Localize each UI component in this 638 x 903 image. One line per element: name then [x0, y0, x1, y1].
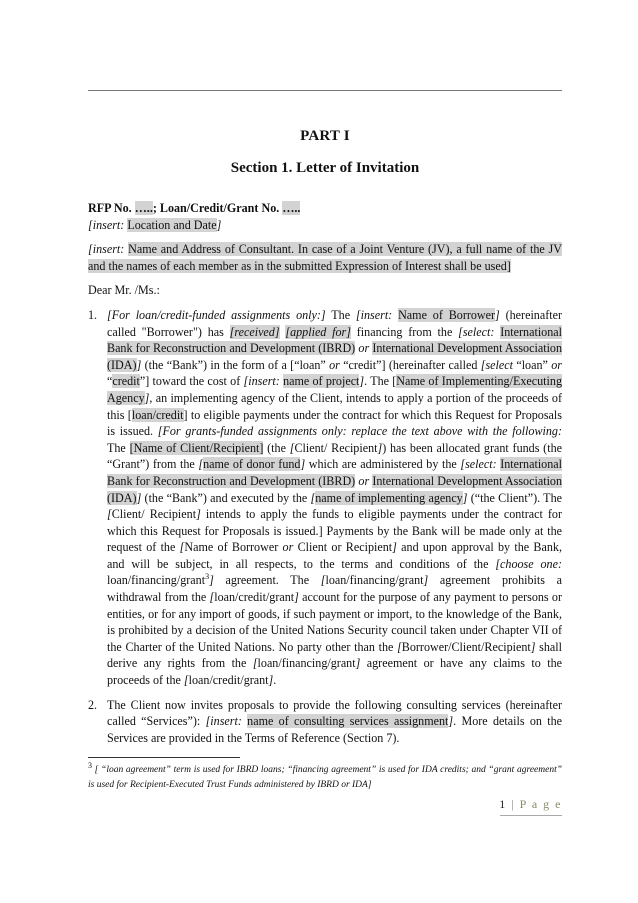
text-run: ] [196, 507, 201, 522]
text-run: ] [209, 573, 214, 588]
text-run: ] [136, 357, 142, 372]
footer-rule [500, 815, 562, 816]
text-run: loan/financing/grant [325, 573, 424, 588]
text-run: (the [263, 440, 290, 455]
text-run: name of implementing agency [315, 490, 463, 505]
text-run: ] [462, 490, 468, 505]
text-run: (the “Bank”) in the form of a [“loan” [141, 357, 330, 372]
text-run: [ [320, 573, 326, 588]
text-run: ] [423, 573, 429, 588]
text-run: Borrower/Client/Recipient [401, 639, 531, 654]
text-run: financing from the [350, 324, 459, 339]
text-run: International Bank for Reconstruction and Development (IBRD) [107, 457, 563, 488]
text-run: ) has been allocated grant funds (the “Grant”) from the [107, 440, 562, 472]
text-run: ] [216, 217, 222, 232]
text-run: loan/financing/grant [257, 656, 356, 671]
text-run: [ [183, 673, 189, 688]
text-run: [For grants-funded assignments only: replace the text above with the following: [157, 424, 562, 439]
text-run: credit [112, 374, 140, 389]
text-run: [For loan/credit-funded assignments only:] [107, 307, 326, 322]
text-run: Name of Borrower [184, 540, 283, 555]
text-run: [insert: [355, 307, 393, 322]
paragraph-1 [88, 307, 562, 689]
paragraph-2-number: 2. [88, 697, 98, 712]
text-run: loan/credit [131, 407, 184, 422]
rfp-line [88, 200, 562, 217]
footnote-mark: 3 [88, 760, 92, 770]
text-run: [ [397, 639, 402, 654]
text-run: agreement or have any claims to the proceeds of the [107, 656, 562, 688]
text-run: ] [448, 714, 454, 729]
text-run: [ [310, 490, 316, 505]
text-run: 1 [499, 797, 507, 811]
text-run: [ [252, 656, 258, 671]
text-run: [ [198, 457, 204, 472]
text-run: [Name of Client/Recipient] [129, 440, 264, 455]
text-run: Client or Recipient [293, 540, 393, 555]
text-run: ] [144, 390, 150, 405]
text-run: name of donor fund [203, 457, 301, 472]
text-run: ] [355, 656, 361, 671]
footnote-text: [ “loan agreement” term is used for IBRD loans; “financing agreement” is used for IDA credits; and “grant agreement” is used for Recipient-Executed Trust Funds administered by IBRD or IDA] [88, 765, 562, 790]
text-run: ] [136, 490, 142, 505]
text-run: [select [480, 357, 513, 372]
text-run: . More details on the Services are provided in the Terms of Reference (Section 7). [107, 714, 562, 745]
text-run: [select: [458, 324, 495, 339]
text-run: Name of Implementing/Executing Agency [107, 374, 562, 405]
text-run: “credit”] (hereinafter called [339, 357, 481, 372]
text-run: or [551, 357, 562, 372]
text-run: agreement prohibits a withdrawal from the [107, 573, 562, 605]
text-run: The Client now invites proposals to provide the following consulting services (hereinafter called “Services”): [107, 697, 562, 729]
text-run: or [329, 357, 340, 372]
footnote-ref: 3 [205, 572, 210, 582]
text-run: . [273, 673, 277, 688]
text-run: ] [300, 457, 306, 472]
text-run: which are administered by the [305, 457, 461, 472]
location-date-line [88, 217, 562, 234]
text-run: ] to eligible payments under the contract for which this Request for Proposals is issued. [107, 407, 562, 439]
text-run: [insert: [205, 714, 242, 729]
text-run: loan/credit/grant [214, 590, 295, 605]
footnote [88, 760, 562, 793]
text-run: (“the Client”). The [467, 490, 562, 505]
text-run: ….. [282, 201, 301, 215]
text-run: name of consulting services assignment [247, 714, 449, 729]
text-run: [insert: [243, 374, 280, 389]
text-run: [ [289, 440, 295, 455]
text-run: ] [495, 307, 500, 322]
text-run: ] [392, 540, 397, 555]
text-run: [select: [460, 457, 497, 472]
text-run: “ [107, 374, 113, 389]
text-run: Client/ Recipient [111, 507, 197, 522]
footnote-rule [88, 757, 240, 758]
text-run: shall derive any rights from the [107, 639, 562, 671]
text-run: The [325, 307, 356, 322]
text-run: agreement. The [213, 573, 321, 588]
text-run: or [358, 341, 370, 356]
text-run: (hereinafter called "Borrower") has [107, 307, 563, 339]
text-run: ….. [134, 201, 153, 215]
text-run: ] [268, 673, 274, 688]
text-run: [ [179, 540, 185, 555]
text-run: [ [107, 507, 112, 522]
text-run: ] [530, 639, 536, 654]
text-run: | [506, 797, 520, 811]
text-run: P a g e [519, 797, 562, 811]
text-run: [insert: [88, 217, 125, 232]
text-run: ] [294, 590, 299, 605]
text-run: [choose one: [495, 556, 562, 571]
text-run: The [107, 440, 130, 455]
text-run: International Development Association (IDA) [107, 473, 563, 505]
text-run: RFP No. [88, 201, 132, 215]
text-run: Name of Borrower [398, 307, 496, 322]
text-run: [ [209, 590, 215, 605]
text-run: ] [377, 440, 383, 455]
text-run: . The [ [364, 374, 397, 389]
text-run: Name and Address of Consultant. In case of a Joint Venture (JV), a full name of the JV and the names of each member as in the submitted Expression of Interest shall be used] [88, 242, 562, 273]
text-run: account for the purpose of any payment to persons or entities, or for any import of goods, if such payment or import, to the knowledge of the Bank, is prohibited by a decision of the United Nations Security council taken under Chapter VII of the Charter of the United Nations. No party other than the [107, 590, 562, 654]
text-run: loan/financing/grant [107, 573, 206, 588]
text-run: or [282, 540, 294, 555]
salutation: Dear Mr. /Ms.: [88, 283, 160, 298]
text-run: ”] toward the cost of [139, 374, 244, 389]
text-run: , an implementing agency of the Client, intends to apply a portion of the proceeds of this [ [107, 390, 562, 422]
letter-body [88, 200, 562, 754]
text-run: International Development Association (IDA) [107, 341, 563, 372]
text-run: ] [359, 374, 365, 389]
text-run: loan/credit/grant [188, 673, 269, 688]
section-title: Section 1. Letter of Invitation [230, 160, 420, 176]
header-rule [88, 90, 562, 91]
paragraph-1-number: 1. [88, 307, 98, 322]
text-run: Location and Date [127, 217, 217, 232]
page-number [499, 797, 562, 812]
text-run: name of project [283, 374, 360, 389]
text-run: [received] [229, 324, 280, 339]
text-run: ; Loan/Credit/Grant No. [152, 201, 280, 215]
text-run: [insert: [88, 242, 125, 257]
text-run: International Bank for Reconstruction and Development (IBRD) [107, 324, 563, 356]
text-run: and upon approval by the Bank, and will be subject, in all respects, to the terms and conditions of the [107, 540, 562, 571]
text-run: or [358, 473, 370, 488]
text-run: [applied for] [285, 324, 351, 339]
part-title: PART I [300, 128, 350, 144]
paragraph-2 [88, 697, 562, 747]
consultant-address [88, 241, 562, 274]
text-run: Client/ Recipient [294, 440, 378, 455]
text-run: intends to apply the funds to eligible payments under the contract for which this Request for Proposals is issued.] Payments by the Bank will be made only at the request of the [107, 507, 562, 555]
text-run: (the “Bank”) and executed by the [141, 490, 311, 505]
text-run: “loan” [513, 357, 552, 372]
